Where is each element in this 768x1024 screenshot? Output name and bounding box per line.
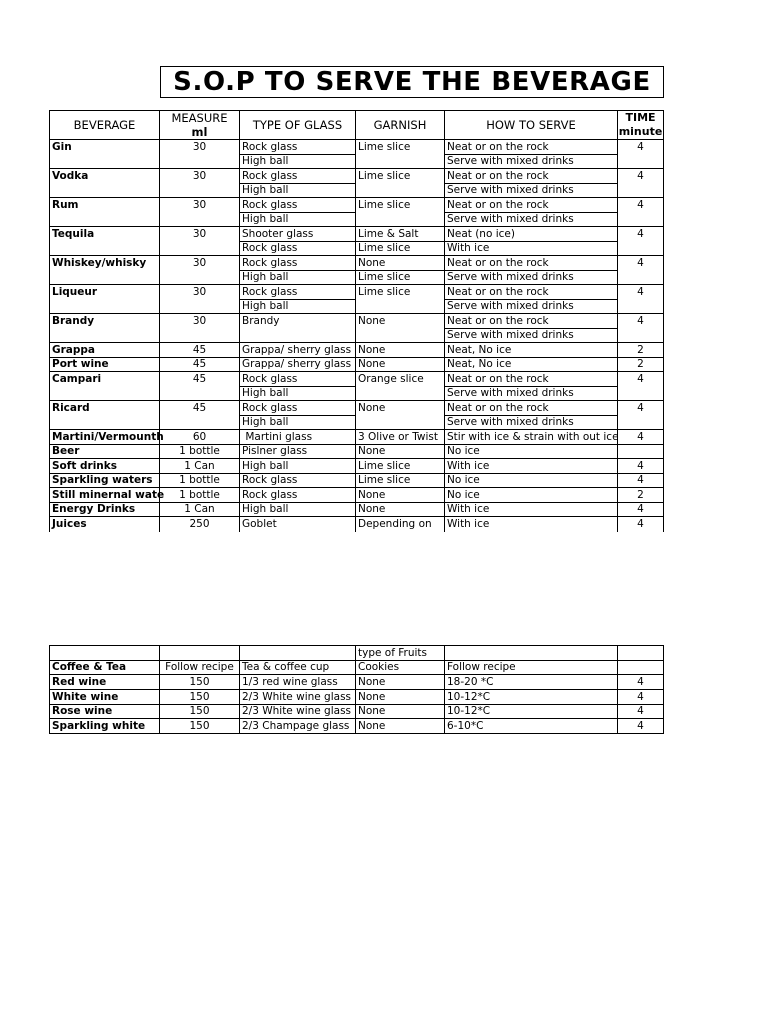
header-beverage-label: BEVERAGE bbox=[73, 118, 136, 132]
time-cell: 4 bbox=[618, 285, 664, 314]
serve-cell: Serve with mixed drinks bbox=[445, 387, 618, 401]
glass-cell: Rock glass bbox=[240, 474, 356, 488]
time-cell: 4 bbox=[618, 474, 664, 488]
serve-cell: Serve with mixed drinks bbox=[445, 184, 618, 198]
table-row bbox=[49, 372, 664, 401]
garnish-cell: Lime slice bbox=[356, 242, 445, 256]
measure-cell: 60 bbox=[160, 430, 240, 445]
time-cell: 4 bbox=[618, 517, 664, 532]
serve-cell: With ice bbox=[445, 503, 618, 517]
glass-cell: Rock glass bbox=[240, 198, 356, 213]
header-time-unit: minute bbox=[618, 125, 663, 138]
serve-cell: Stir with ice & strain with out ice bbox=[447, 431, 619, 443]
table-row bbox=[49, 430, 664, 445]
glass-cell: Pislner glass bbox=[240, 445, 356, 459]
table-row bbox=[49, 358, 664, 372]
table-row bbox=[49, 314, 664, 343]
serve-cell: With ice bbox=[445, 459, 618, 474]
measure-cell: 45 bbox=[160, 401, 240, 430]
beverage-cell: Gin bbox=[49, 140, 160, 169]
beverage-cell: Still minernal wate bbox=[49, 488, 160, 503]
glass-cell: 2/3 White wine glass bbox=[240, 705, 356, 719]
header-measure-unit: ml bbox=[191, 125, 208, 139]
table-row bbox=[49, 646, 664, 661]
table-row bbox=[49, 503, 664, 517]
glass-cell: Grappa/ sherry glass bbox=[240, 343, 356, 358]
header-garnish-label: GARNISH bbox=[373, 118, 427, 132]
serve-cell: Neat, No ice bbox=[445, 358, 618, 372]
garnish-cell: None bbox=[356, 675, 445, 690]
header-time bbox=[618, 110, 664, 140]
glass-cell: Rock glass bbox=[240, 169, 356, 184]
glass-cell: Rock glass bbox=[240, 488, 356, 503]
time-cell: 4 bbox=[618, 690, 664, 705]
measure-cell bbox=[160, 646, 240, 661]
serve-cell: Neat or on the rock bbox=[445, 198, 618, 213]
table-row bbox=[49, 690, 664, 705]
beverage-cell: Vodka bbox=[49, 169, 160, 198]
glass-cell: High ball bbox=[240, 300, 356, 314]
glass-cell: Grappa/ sherry glass bbox=[240, 358, 356, 372]
table-row bbox=[49, 517, 664, 532]
measure-cell: 30 bbox=[160, 285, 240, 314]
time-cell bbox=[618, 646, 664, 661]
header-time-label: TIME bbox=[625, 111, 656, 124]
measure-cell: 150 bbox=[160, 719, 240, 734]
measure-cell: 1 Can bbox=[160, 459, 240, 474]
table-row bbox=[49, 661, 664, 675]
beverage-cell: Sparkling white bbox=[49, 719, 160, 734]
garnish-cell: Cookies bbox=[356, 661, 445, 675]
header-measure-label: MEASURE bbox=[171, 111, 228, 125]
table-row bbox=[49, 256, 664, 285]
glass-cell: High ball bbox=[240, 459, 356, 474]
beverage-cell: Liqueur bbox=[49, 285, 160, 314]
table-row bbox=[49, 705, 664, 719]
glass-cell: Rock glass bbox=[240, 140, 356, 155]
glass-cell: Goblet bbox=[240, 517, 356, 532]
glass-cell: Rock glass bbox=[240, 401, 356, 416]
table-row bbox=[49, 140, 664, 169]
serve-cell: Serve with mixed drinks bbox=[445, 271, 618, 285]
table-row bbox=[49, 285, 664, 314]
beverage-cell: Rum bbox=[49, 198, 160, 227]
time-cell: 2 bbox=[618, 343, 664, 358]
time-cell: 4 bbox=[618, 459, 664, 474]
table-row bbox=[49, 169, 664, 198]
measure-cell: 45 bbox=[160, 372, 240, 401]
serve-cell: Follow recipe bbox=[445, 661, 618, 675]
beverage-cell: Grappa bbox=[49, 343, 160, 358]
glass-cell: Shooter glass bbox=[240, 227, 356, 242]
garnish-cell: None bbox=[356, 358, 445, 372]
serve-cell: Neat or on the rock bbox=[445, 285, 618, 300]
beverage-table bbox=[49, 110, 664, 531]
serve-cell: Neat or on the rock bbox=[445, 169, 618, 184]
garnish-cell: None bbox=[356, 445, 445, 459]
glass-cell: 2/3 Champage glass bbox=[240, 719, 356, 734]
serve-cell: Serve with mixed drinks bbox=[445, 213, 618, 227]
beverage-cell: Port wine bbox=[49, 358, 160, 372]
garnish-cell: Lime slice bbox=[356, 285, 445, 314]
garnish-cell: None bbox=[356, 503, 445, 517]
serve-cell: Serve with mixed drinks bbox=[445, 416, 618, 430]
time-cell bbox=[618, 445, 664, 459]
garnish-cell: Depending on bbox=[356, 517, 445, 532]
beverage-cell: Campari bbox=[49, 372, 160, 401]
header-serve bbox=[445, 110, 618, 140]
header-glass bbox=[240, 110, 356, 140]
garnish-cell: Lime slice bbox=[356, 271, 445, 285]
time-cell: 2 bbox=[618, 358, 664, 372]
table-row bbox=[49, 401, 664, 430]
glass-cell: High ball bbox=[240, 213, 356, 227]
beverage-cell: Martini/Vermounth bbox=[49, 430, 160, 445]
garnish-cell: Orange slice bbox=[356, 372, 445, 401]
garnish-cell: Lime slice bbox=[356, 140, 445, 169]
beverage-cell: White wine bbox=[49, 690, 160, 705]
measure-cell: 1 bottle bbox=[160, 488, 240, 503]
header-measure bbox=[160, 110, 240, 140]
glass-cell: Tea & coffee cup bbox=[240, 661, 356, 675]
beverage-cell: Soft drinks bbox=[49, 459, 160, 474]
measure-cell: 30 bbox=[160, 169, 240, 198]
beverage-cell: Red wine bbox=[49, 675, 160, 690]
time-cell: 4 bbox=[618, 314, 664, 343]
serve-cell: 10-12*C bbox=[445, 705, 618, 719]
measure-cell: Follow recipe bbox=[160, 661, 240, 675]
garnish-cell: None bbox=[356, 719, 445, 734]
beverage-cell: Beer bbox=[49, 445, 160, 459]
measure-cell: 45 bbox=[160, 358, 240, 372]
glass-cell: High ball bbox=[240, 416, 356, 430]
serve-cell: 10-12*C bbox=[445, 690, 618, 705]
time-cell: 4 bbox=[618, 401, 664, 430]
header-serve-label: HOW TO SERVE bbox=[486, 118, 576, 132]
table-row bbox=[49, 488, 664, 503]
glass-cell: Rock glass bbox=[240, 256, 356, 271]
glass-cell: Rock glass bbox=[240, 242, 356, 256]
table-row bbox=[49, 343, 664, 358]
measure-cell: 45 bbox=[160, 343, 240, 358]
measure-cell: 30 bbox=[160, 256, 240, 285]
garnish-cell: None bbox=[356, 314, 445, 343]
serve-cell: 6-10*C bbox=[445, 719, 618, 734]
page-title: S.O.P TO SERVE THE BEVERAGE bbox=[173, 67, 651, 97]
beverage-cell: Energy Drinks bbox=[49, 503, 160, 517]
serve-cell bbox=[445, 646, 618, 661]
serve-cell: Neat or on the rock bbox=[445, 401, 618, 416]
measure-cell: 1 bottle bbox=[160, 474, 240, 488]
serve-cell: 18-20 *C bbox=[445, 675, 618, 690]
garnish-cell: None bbox=[356, 343, 445, 358]
serve-cell: Neat or on the rock bbox=[445, 256, 618, 271]
measure-cell: 1 Can bbox=[160, 503, 240, 517]
glass-cell: High ball bbox=[240, 271, 356, 285]
garnish-cell: Lime slice bbox=[356, 169, 445, 198]
serve-cell: Neat or on the rock bbox=[445, 372, 618, 387]
beverage-cell bbox=[49, 646, 160, 661]
glass-cell: 2/3 White wine glass bbox=[240, 690, 356, 705]
header-beverage bbox=[49, 110, 160, 140]
garnish-cell: Lime & Salt bbox=[356, 227, 445, 242]
garnish-cell: None bbox=[356, 705, 445, 719]
time-cell: 4 bbox=[618, 430, 664, 445]
measure-cell: 250 bbox=[160, 517, 240, 532]
garnish-cell: type of Fruits bbox=[356, 646, 445, 661]
time-cell bbox=[618, 661, 664, 675]
glass-cell: Rock glass bbox=[240, 285, 356, 300]
measure-cell: 30 bbox=[160, 314, 240, 343]
measure-cell: 150 bbox=[160, 690, 240, 705]
serve-cell: Serve with mixed drinks bbox=[445, 300, 618, 314]
serve-cell: No ice bbox=[445, 445, 618, 459]
garnish-cell: Lime slice bbox=[356, 198, 445, 227]
time-cell: 4 bbox=[618, 227, 664, 256]
time-cell: 4 bbox=[618, 256, 664, 285]
table-row bbox=[49, 719, 664, 734]
time-cell: 4 bbox=[618, 705, 664, 719]
garnish-cell: 3 Olive or Twist bbox=[356, 430, 445, 445]
beverage-cell: Whiskey/whisky bbox=[49, 256, 160, 285]
glass-cell: High ball bbox=[240, 184, 356, 198]
glass-cell: High ball bbox=[240, 155, 356, 169]
garnish-cell: Lime slice bbox=[356, 474, 445, 488]
header-garnish bbox=[356, 110, 445, 140]
header-glass-label: TYPE OF GLASS bbox=[252, 118, 343, 132]
glass-cell: Martini glass bbox=[240, 430, 356, 445]
serve-cell: Neat (no ice) bbox=[445, 227, 618, 242]
time-cell: 4 bbox=[618, 719, 664, 734]
glass-cell: 1/3 red wine glass bbox=[240, 675, 356, 690]
measure-cell: 30 bbox=[160, 140, 240, 169]
table-row bbox=[49, 459, 664, 474]
beverage-cell: Coffee & Tea bbox=[49, 661, 160, 675]
serve-cell: With ice bbox=[445, 517, 618, 532]
table-row bbox=[49, 445, 664, 459]
time-cell: 4 bbox=[618, 372, 664, 401]
beverage-cell: Sparkling waters bbox=[49, 474, 160, 488]
wine-coffee-table bbox=[49, 645, 664, 734]
measure-cell: 1 bottle bbox=[160, 445, 240, 459]
garnish-cell: None bbox=[356, 690, 445, 705]
serve-cell: Neat, No ice bbox=[445, 343, 618, 358]
garnish-cell: None bbox=[356, 488, 445, 503]
table-row bbox=[49, 198, 664, 227]
time-cell: 4 bbox=[618, 675, 664, 690]
measure-cell: 30 bbox=[160, 198, 240, 227]
table-row bbox=[49, 474, 664, 488]
garnish-cell: None bbox=[356, 401, 445, 430]
serve-cell: No ice bbox=[445, 474, 618, 488]
time-cell: 4 bbox=[618, 169, 664, 198]
beverage-cell: Brandy bbox=[49, 314, 160, 343]
measure-cell: 30 bbox=[160, 227, 240, 256]
time-cell: 2 bbox=[618, 488, 664, 503]
time-cell: 4 bbox=[618, 140, 664, 169]
time-cell: 4 bbox=[618, 198, 664, 227]
serve-cell: No ice bbox=[445, 488, 618, 503]
serve-cell: Serve with mixed drinks bbox=[445, 155, 618, 169]
table-row bbox=[49, 227, 664, 256]
glass-cell: High ball bbox=[240, 387, 356, 401]
glass-cell: Rock glass bbox=[240, 372, 356, 387]
glass-cell: High ball bbox=[240, 503, 356, 517]
serve-cell: Serve with mixed drinks bbox=[445, 329, 618, 343]
measure-cell: 150 bbox=[160, 675, 240, 690]
measure-cell: 150 bbox=[160, 705, 240, 719]
beverage-cell: Ricard bbox=[49, 401, 160, 430]
garnish-cell: Lime slice bbox=[356, 459, 445, 474]
table-row bbox=[49, 675, 664, 690]
beverage-cell: Rose wine bbox=[49, 705, 160, 719]
beverage-cell: Juices bbox=[49, 517, 160, 532]
serve-cell: Neat or on the rock bbox=[445, 314, 618, 329]
beverage-cell: Tequila bbox=[49, 227, 160, 256]
garnish-cell: None bbox=[356, 256, 445, 271]
glass-cell bbox=[240, 646, 356, 661]
title-box bbox=[160, 66, 664, 98]
serve-cell: Neat or on the rock bbox=[445, 140, 618, 155]
glass-cell: Brandy bbox=[240, 314, 356, 343]
serve-cell: With ice bbox=[445, 242, 618, 256]
time-cell: 4 bbox=[618, 503, 664, 517]
